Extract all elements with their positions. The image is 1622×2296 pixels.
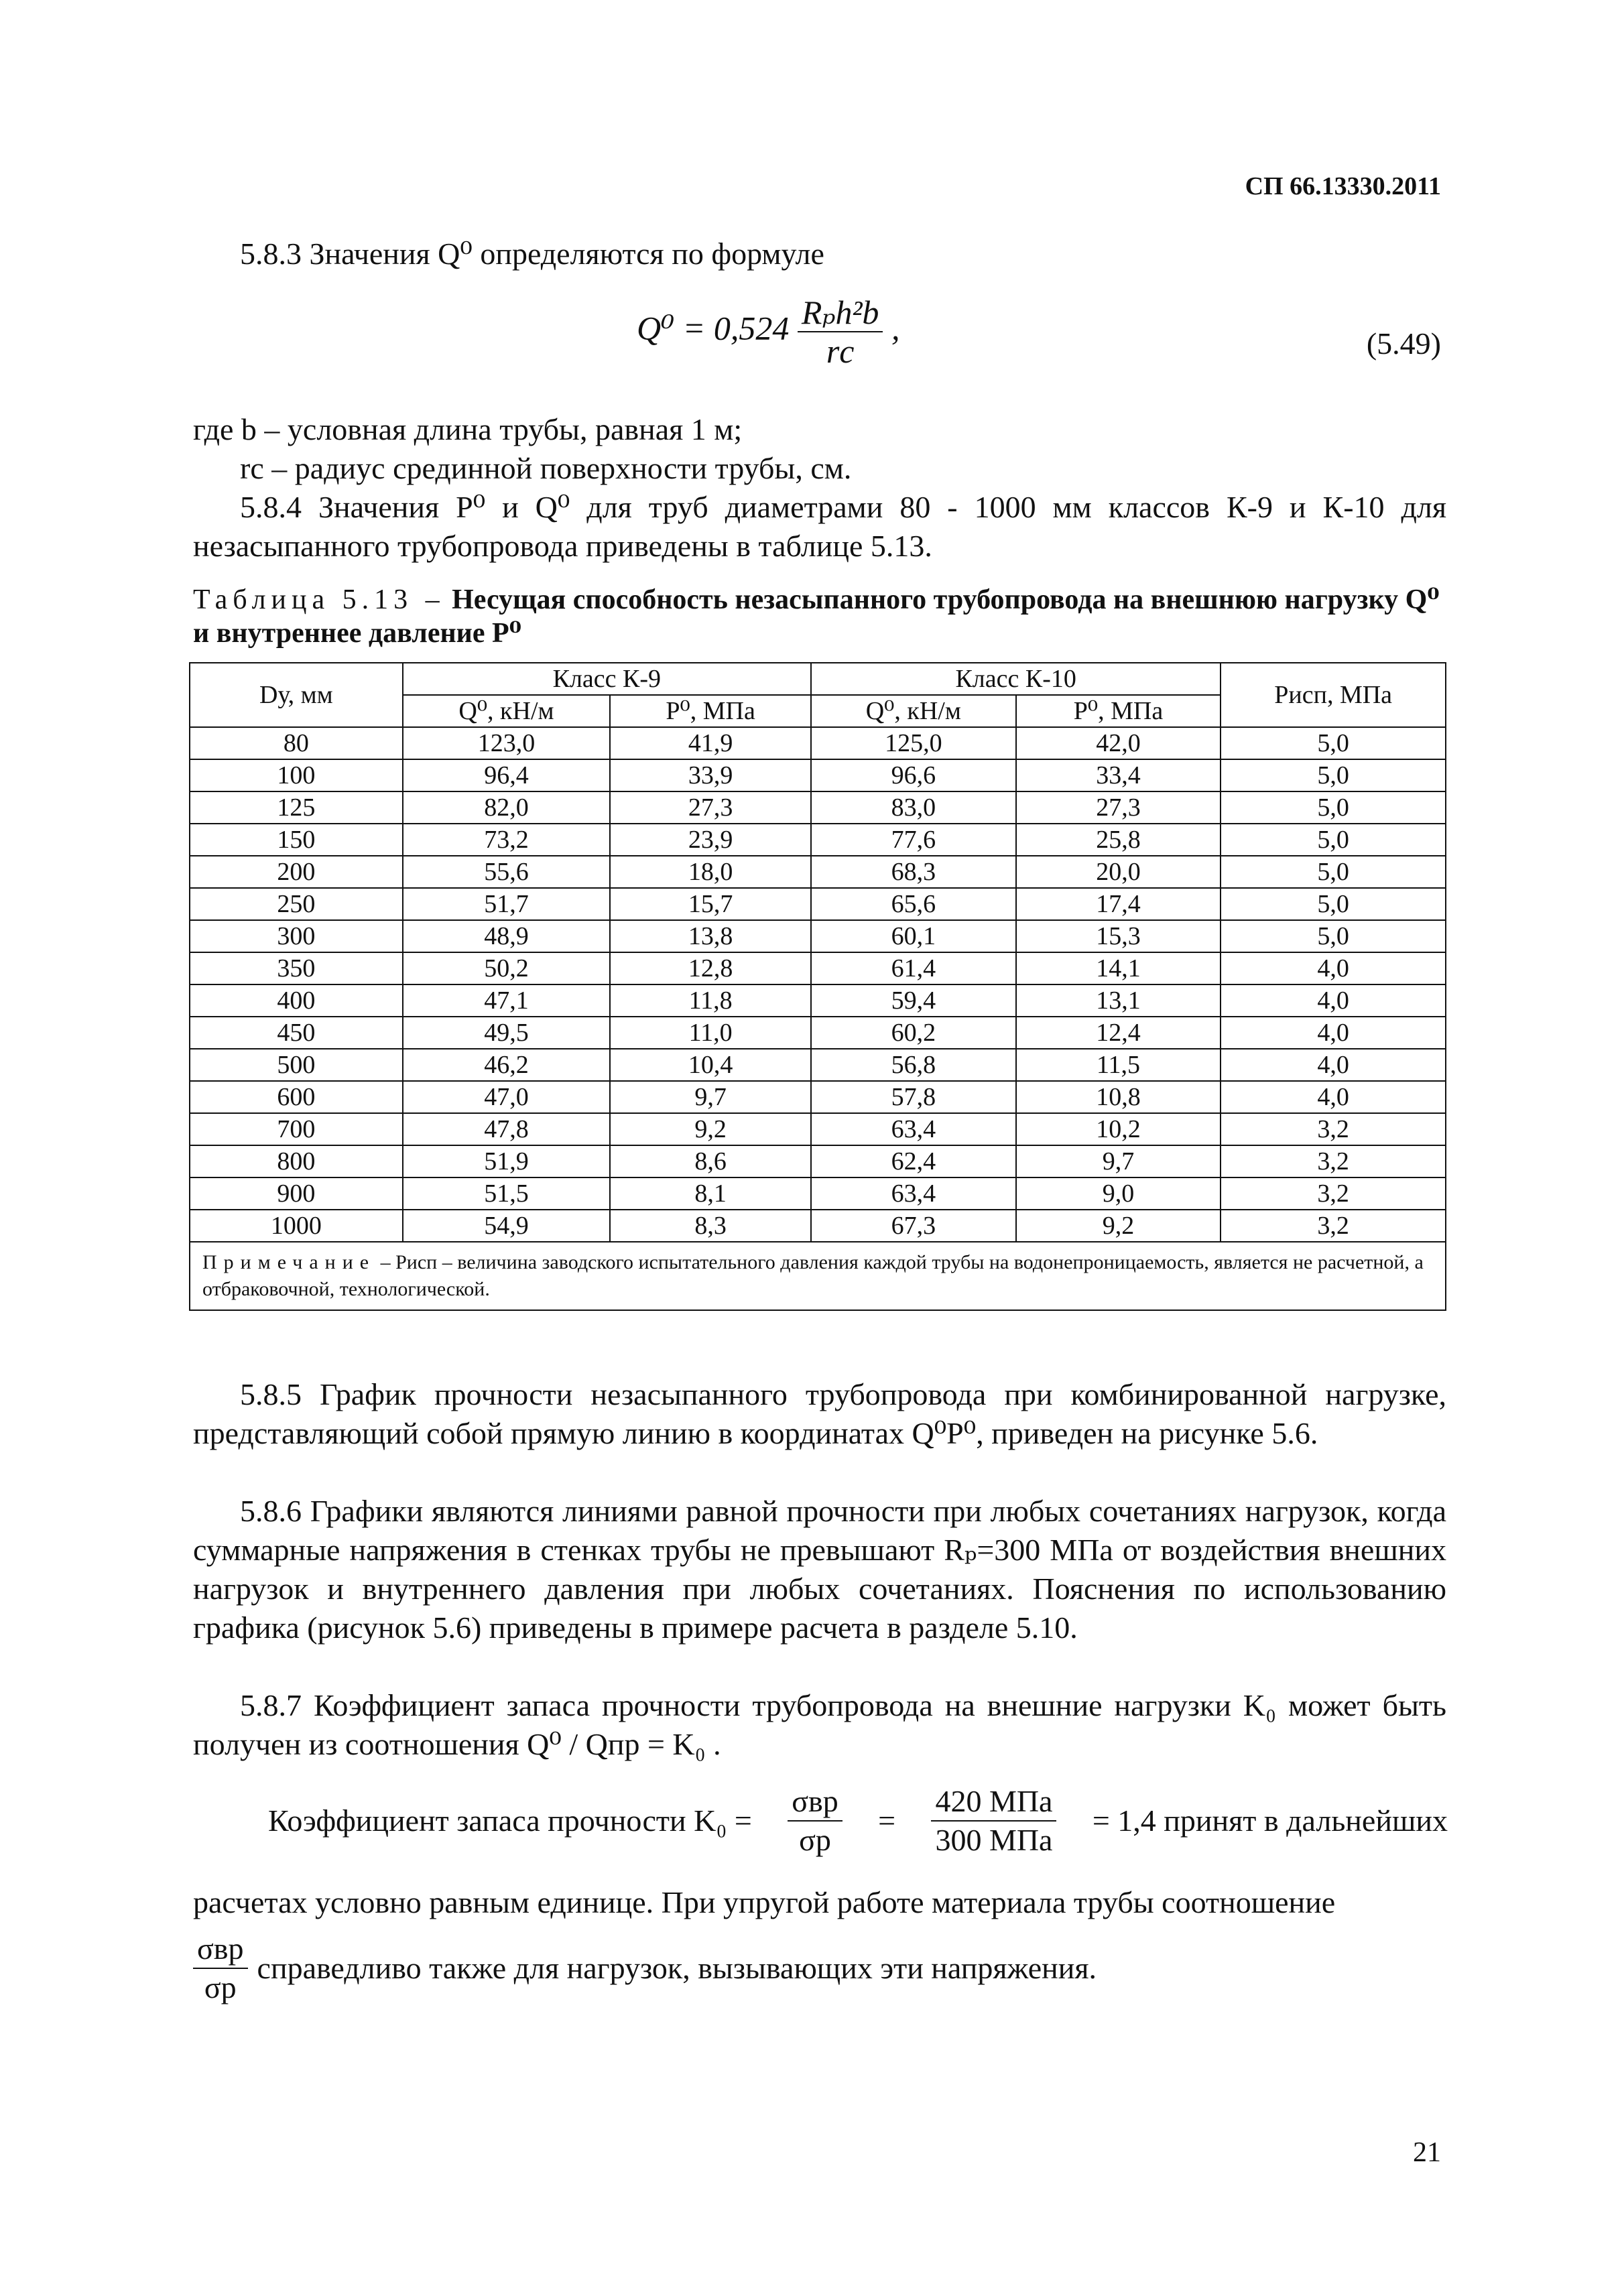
table-cell: 63,4 — [811, 1177, 1016, 1210]
header-dy: Dу, мм — [190, 663, 403, 727]
table-cell: 9,2 — [1016, 1210, 1221, 1242]
table-cell: 200 — [190, 856, 403, 888]
equation-number: (5.49) — [1366, 326, 1441, 361]
table-cell: 10,8 — [1016, 1081, 1221, 1113]
table-cell: 23,9 — [610, 824, 811, 856]
table-cell: 33,9 — [610, 759, 811, 791]
header-class-k10: Класс К-10 — [811, 663, 1221, 695]
table-cell: 400 — [190, 984, 403, 1017]
table-cell: 4,0 — [1221, 1081, 1446, 1113]
header-q-k10: Q⁰, кН/м — [811, 695, 1016, 727]
table-cell: 51,7 — [403, 888, 611, 920]
table-cell: 20,0 — [1016, 856, 1221, 888]
coef-fraction-2 — [931, 1783, 1056, 1859]
coef-eq: = — [878, 1803, 896, 1838]
table-cell: 500 — [190, 1049, 403, 1081]
table-cell: 123,0 — [403, 727, 611, 759]
document-code: СП 66.13330.2011 — [1245, 172, 1441, 200]
table-row — [190, 1081, 1446, 1113]
table-cell: 15,7 — [610, 888, 811, 920]
table-cell: 300 — [190, 920, 403, 952]
table-cell: 250 — [190, 888, 403, 920]
table-cell: 51,9 — [403, 1145, 611, 1177]
table-cell: 14,1 — [1016, 952, 1221, 984]
table-cell: 10,4 — [610, 1049, 811, 1081]
table-cell: 5,0 — [1221, 727, 1446, 759]
paragraph-5-8-3: 5.8.3 Значения Q⁰ определяются по формуле — [240, 237, 824, 271]
table-row — [190, 1017, 1446, 1049]
table-cell: 83,0 — [811, 791, 1016, 824]
table-cell: 3,2 — [1221, 1177, 1446, 1210]
table-cell: 4,0 — [1221, 984, 1446, 1017]
table-row — [190, 920, 1446, 952]
table-cell: 3,2 — [1221, 1113, 1446, 1145]
table-cell: 3,2 — [1221, 1210, 1446, 1242]
table-row — [190, 856, 1446, 888]
table-note — [190, 1242, 1446, 1310]
table-cell: 55,6 — [403, 856, 611, 888]
table-cell: 3,2 — [1221, 1145, 1446, 1177]
formula-denominator: rс — [826, 332, 855, 370]
coef-f2-den: 300 МПа — [935, 1823, 1053, 1857]
where-line-1: где b – условная длина трубы, равная 1 м; — [193, 412, 743, 446]
paragraph-5-8-4: 5.8.4 Значения P⁰ и Q⁰ для труб диаметрами 80 - 1000 мм классов К-9 и К-10 для незасыпанного трубопровода приведены в таблице 5.13. — [193, 490, 1446, 563]
table-cell: 350 — [190, 952, 403, 984]
table-cell: 80 — [190, 727, 403, 759]
table-cell: 8,6 — [610, 1145, 811, 1177]
table-cell: 100 — [190, 759, 403, 791]
table-cell: 13,1 — [1016, 984, 1221, 1017]
table-cell: 9,7 — [1016, 1145, 1221, 1177]
table-cell: 1000 — [190, 1210, 403, 1242]
table-cell: 25,8 — [1016, 824, 1221, 856]
table-row — [190, 952, 1446, 984]
header-class-k9: Класс К-9 — [403, 663, 811, 695]
paragraph-5-8-7: 5.8.7 Коэффициент запаса прочности трубопровода на внешние нагрузки K₀ может быть получен из соотношения Q⁰ / Qпр = K₀ . — [193, 1688, 1446, 1761]
table-cell: 46,2 — [403, 1049, 611, 1081]
last-fraction — [193, 1930, 248, 2006]
table-caption-label: Таблица 5.13 – — [193, 584, 445, 615]
table-note-row — [190, 1242, 1446, 1310]
table-cell: 67,3 — [811, 1210, 1016, 1242]
table-cell: 12,4 — [1016, 1017, 1221, 1049]
table-5-13 — [189, 662, 1446, 1311]
paragraph-5-8-6: 5.8.6 Графики являются линиями равной прочности при любых сочетаниях нагрузок, когда суммарные напряжения в стенках трубы не превышают Rₚ=300 МПа от воздействия внешних нагрузок и внутреннего давления при любых сочетаниях. Пояснения по использованию графика (рисунок 5.6) приведены в примере расчета в разделе 5.10. — [193, 1494, 1446, 1645]
note-text: – Pисп – величина заводского испытательного давления каждой трубы на водонепроницаемость, является не расчетной, а отбраковочной, технологической. — [202, 1251, 1424, 1300]
formula-fraction — [798, 294, 883, 370]
table-cell: 10,2 — [1016, 1113, 1221, 1145]
table-row — [190, 824, 1446, 856]
table-header-row-1 — [190, 663, 1446, 695]
table-cell: 54,9 — [403, 1210, 611, 1242]
table-cell: 77,6 — [811, 824, 1016, 856]
table-cell: 11,5 — [1016, 1049, 1221, 1081]
table-cell: 5,0 — [1221, 888, 1446, 920]
formula-tail: , — [891, 309, 900, 347]
table-caption — [193, 583, 1446, 650]
table-row — [190, 1210, 1446, 1242]
last-frac-num: σвр — [193, 1930, 248, 1969]
formula-lhs: Q⁰ = 0,524 — [637, 309, 790, 347]
table-row — [190, 1113, 1446, 1145]
table-cell: 15,3 — [1016, 920, 1221, 952]
table-cell: 5,0 — [1221, 791, 1446, 824]
coef-f2-num: 420 МПа — [931, 1783, 1056, 1822]
table-row — [190, 1145, 1446, 1177]
table-cell: 13,8 — [610, 920, 811, 952]
table-cell: 48,9 — [403, 920, 611, 952]
table-cell: 125 — [190, 791, 403, 824]
table-cell: 8,3 — [610, 1210, 811, 1242]
where-line-2: rс – радиус срединной поверхности трубы, см. — [240, 451, 852, 485]
table-row — [190, 791, 1446, 824]
table-cell: 41,9 — [610, 727, 811, 759]
coef-fraction-1 — [788, 1783, 843, 1859]
coef-f1-num: σвр — [788, 1783, 843, 1822]
table-cell: 17,4 — [1016, 888, 1221, 920]
formula-numerator: Rₚh²b — [798, 294, 883, 332]
table-cell: 65,6 — [811, 888, 1016, 920]
table-row — [190, 984, 1446, 1017]
table-cell: 800 — [190, 1145, 403, 1177]
table-cell: 42,0 — [1016, 727, 1221, 759]
table-cell: 73,2 — [403, 824, 611, 856]
table-cell: 4,0 — [1221, 1017, 1446, 1049]
paragraph-last: расчетах условно равным единице. При упругой работе материала трубы соотношение — [193, 1885, 1336, 1919]
table-cell: 27,3 — [610, 791, 811, 824]
table-cell: 9,0 — [1016, 1177, 1221, 1210]
table-cell: 600 — [190, 1081, 403, 1113]
table-cell: 9,7 — [610, 1081, 811, 1113]
formula-5-49 — [637, 294, 899, 370]
table-cell: 61,4 — [811, 952, 1016, 984]
table-cell: 96,4 — [403, 759, 611, 791]
coef-before: Коэффициент запаса прочности K₀ = — [268, 1803, 752, 1838]
table-row — [190, 1177, 1446, 1210]
table-cell: 49,5 — [403, 1017, 611, 1049]
coef-f1-den: σр — [799, 1823, 831, 1857]
table-cell: 5,0 — [1221, 920, 1446, 952]
table-cell: 63,4 — [811, 1113, 1016, 1145]
header-q-k9: Q⁰, кН/м — [403, 695, 611, 727]
table-cell: 18,0 — [610, 856, 811, 888]
table-cell: 50,2 — [403, 952, 611, 984]
table-cell: 11,0 — [610, 1017, 811, 1049]
coefficient-formula — [268, 1783, 1448, 1859]
header-pisp: Pисп, МПа — [1221, 663, 1446, 727]
table-cell: 47,8 — [403, 1113, 611, 1145]
table-cell: 125,0 — [811, 727, 1016, 759]
table-row — [190, 888, 1446, 920]
table-row — [190, 1049, 1446, 1081]
table-cell: 57,8 — [811, 1081, 1016, 1113]
table-cell: 96,6 — [811, 759, 1016, 791]
header-p-k9: P⁰, МПа — [610, 695, 811, 727]
header-p-k10: P⁰, МПа — [1016, 695, 1221, 727]
table-cell: 900 — [190, 1177, 403, 1210]
page-number: 21 — [1413, 2137, 1441, 2168]
table-cell: 9,2 — [610, 1113, 811, 1145]
table-cell: 5,0 — [1221, 824, 1446, 856]
table-cell: 12,8 — [610, 952, 811, 984]
table-cell: 68,3 — [811, 856, 1016, 888]
table-cell: 59,4 — [811, 984, 1016, 1017]
table-cell: 47,1 — [403, 984, 611, 1017]
table-row — [190, 759, 1446, 791]
last-frac-den: σр — [204, 1970, 237, 2004]
table-cell: 51,5 — [403, 1177, 611, 1210]
table-cell: 150 — [190, 824, 403, 856]
coef-after: = 1,4 принят в дальнейших — [1092, 1803, 1448, 1838]
table-cell: 8,1 — [610, 1177, 811, 1210]
last-fraction-line — [193, 1930, 1446, 2006]
paragraph-5-8-5: 5.8.5 График прочности незасыпанного трубопровода при комбинированной нагрузке, представляющий собой прямую линию в координатах Q⁰P⁰, приведен на рисунке 5.6. — [193, 1377, 1446, 1450]
table-cell: 60,2 — [811, 1017, 1016, 1049]
table-cell: 33,4 — [1016, 759, 1221, 791]
table-cell: 11,8 — [610, 984, 811, 1017]
table-cell: 5,0 — [1221, 856, 1446, 888]
note-label: Примечание — [202, 1251, 376, 1273]
table-cell: 27,3 — [1016, 791, 1221, 824]
table-cell: 62,4 — [811, 1145, 1016, 1177]
table-cell: 700 — [190, 1113, 403, 1145]
table-cell: 47,0 — [403, 1081, 611, 1113]
table-cell: 60,1 — [811, 920, 1016, 952]
table-cell: 82,0 — [403, 791, 611, 824]
table-cell: 450 — [190, 1017, 403, 1049]
table-cell: 5,0 — [1221, 759, 1446, 791]
table-cell: 4,0 — [1221, 952, 1446, 984]
table-row — [190, 727, 1446, 759]
table-cell: 4,0 — [1221, 1049, 1446, 1081]
table-cell: 56,8 — [811, 1049, 1016, 1081]
table-caption-title: Несущая способность незасыпанного трубопровода на внешнюю нагрузку Q⁰ и внутреннее давление P⁰ — [193, 584, 1440, 649]
last-fraction-text: справедливо также для нагрузок, вызывающих эти напряжения. — [257, 1951, 1097, 1985]
